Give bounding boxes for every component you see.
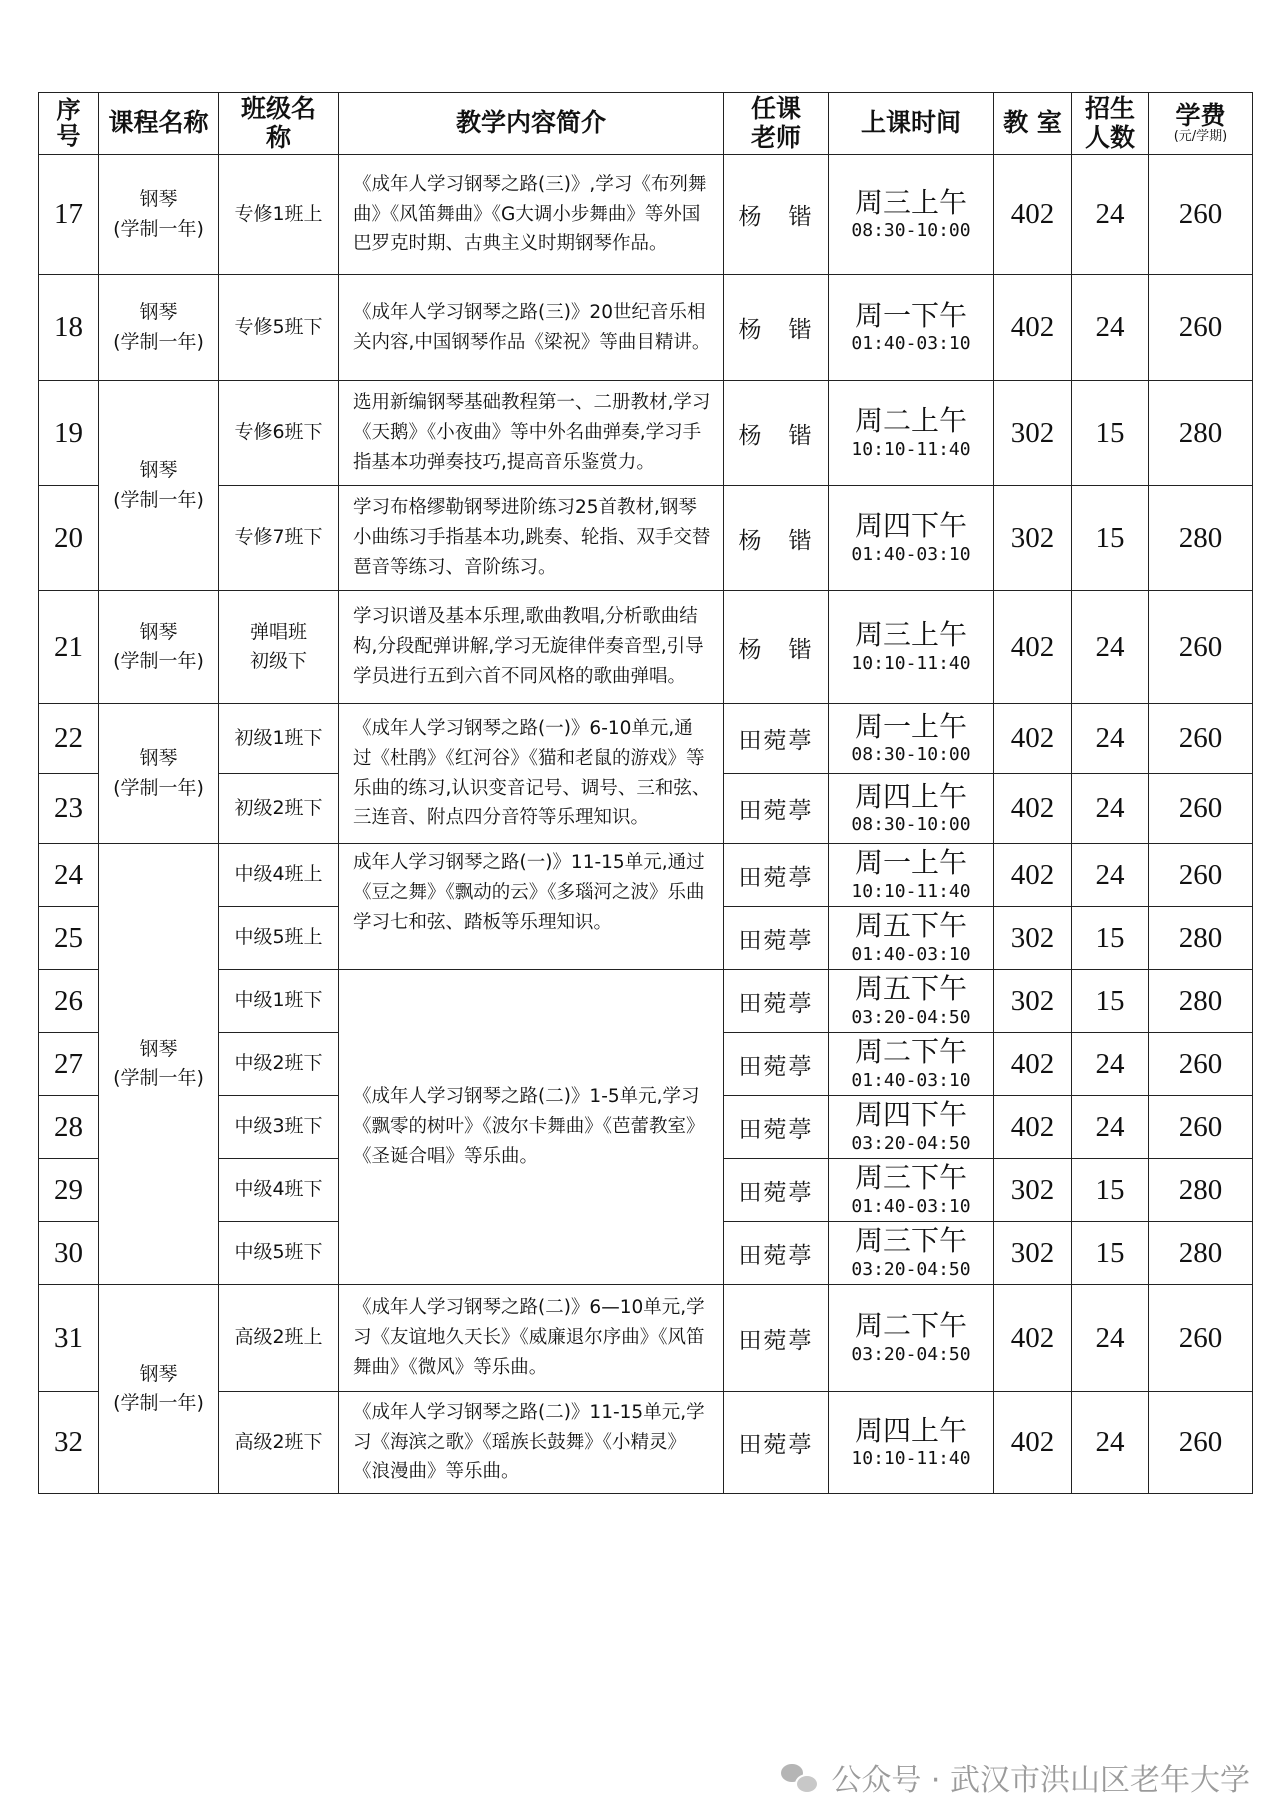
class-time: [829, 1285, 994, 1392]
row-number: 23: [39, 774, 99, 844]
header-no: 序号: [39, 93, 99, 155]
class-name: 中级4班下: [219, 1159, 339, 1222]
course-name: 钢琴 (学制一年): [99, 155, 219, 275]
enrollment-count: 24: [1072, 275, 1149, 381]
classroom: 402: [994, 774, 1072, 844]
row-number: 22: [39, 704, 99, 774]
class-name: 高级2班上: [219, 1285, 339, 1392]
row-number: 24: [39, 844, 99, 907]
classroom: 402: [994, 1392, 1072, 1494]
content-description: 《成年人学习钢琴之路(三)》20世纪音乐相关内容,中国钢琴作品《梁祝》等曲目精讲。: [339, 275, 724, 381]
teacher-name: 田菀葶: [724, 1096, 829, 1159]
row-number: 26: [39, 970, 99, 1033]
classroom: 402: [994, 1033, 1072, 1096]
class-hours: 03:20-04:50: [851, 1258, 971, 1280]
enrollment-count: 24: [1072, 1392, 1149, 1494]
class-day: 周三下午: [854, 1161, 967, 1195]
content-description: 《成年人学习钢琴之路(二)》6—10单元,学习《友谊地久天长》《威廉退尔序曲》《风笛舞曲》《微风》等乐曲。: [339, 1285, 724, 1392]
row-number: 27: [39, 1033, 99, 1096]
class-name: 中级2班下: [219, 1033, 339, 1096]
class-time: [829, 704, 994, 774]
course-name: 钢琴 (学制一年): [99, 704, 219, 844]
class-time: [829, 275, 994, 381]
teacher-name: 杨 锴: [724, 486, 829, 591]
classroom: 302: [994, 1159, 1072, 1222]
teacher-name: 田菀葶: [724, 844, 829, 907]
header-course: 课程名称: [99, 93, 219, 155]
tuition-fee: 260: [1149, 1033, 1253, 1096]
row-number: 21: [39, 591, 99, 704]
enrollment-count: 24: [1072, 1285, 1149, 1392]
row-number: 32: [39, 1392, 99, 1494]
tuition-fee: 280: [1149, 381, 1253, 486]
content-description: 成年人学习钢琴之路(一)》11-15单元,通过《豆之舞》《飘动的云》《多瑙河之波》乐曲学习七和弦、踏板等乐理知识。: [339, 844, 724, 970]
class-time: [829, 907, 994, 970]
class-time: [829, 591, 994, 704]
class-hours: 10:10-11:40: [851, 1448, 971, 1470]
enrollment-count: 24: [1072, 591, 1149, 704]
course-name: 钢琴 (学制一年): [99, 1285, 219, 1494]
header-fee-label: 学费: [1175, 100, 1226, 130]
teacher-name: 田菀葶: [724, 1222, 829, 1285]
classroom: 402: [994, 1096, 1072, 1159]
teacher-name: 田菀葶: [724, 1159, 829, 1222]
class-time: [829, 155, 994, 275]
course-name: 钢琴 (学制一年): [99, 591, 219, 704]
enrollment-count: 15: [1072, 1159, 1149, 1222]
class-day: 周四上午: [854, 1413, 967, 1447]
class-day: 周二上午: [854, 404, 967, 438]
tuition-fee: 260: [1149, 155, 1253, 275]
enrollment-count: 15: [1072, 486, 1149, 591]
class-hours: 03:20-04:50: [851, 1343, 971, 1365]
content-description: 《成年人学习钢琴之路(二)》1-5单元,学习《飘零的树叶》《波尔卡舞曲》《芭蕾教室》《圣诞合唱》等乐曲。: [339, 970, 724, 1285]
class-name: 高级2班下: [219, 1392, 339, 1494]
wechat-icon: [781, 1762, 817, 1792]
class-day: 周三上午: [854, 185, 967, 219]
tuition-fee: 280: [1149, 486, 1253, 591]
classroom: 402: [994, 704, 1072, 774]
class-name: 专修7班下: [219, 486, 339, 591]
enrollment-count: 24: [1072, 155, 1149, 275]
tuition-fee: 260: [1149, 275, 1253, 381]
class-hours: 10:10-11:40: [851, 880, 971, 902]
course-name: 钢琴 (学制一年): [99, 381, 219, 591]
teacher-name: 田菀葶: [724, 704, 829, 774]
class-hours: 01:40-03:10: [851, 1069, 971, 1091]
classroom: 302: [994, 970, 1072, 1033]
teacher-name: 田菀葶: [724, 1033, 829, 1096]
class-hours: 08:30-10:00: [851, 220, 971, 242]
teacher-name: 杨 锴: [724, 381, 829, 486]
classroom: 402: [994, 275, 1072, 381]
tuition-fee: 280: [1149, 907, 1253, 970]
class-name: 弹唱班 初级下: [219, 591, 339, 704]
class-hours: 01:40-03:10: [851, 943, 971, 965]
enrollment-count: 24: [1072, 844, 1149, 907]
enrollment-count: 24: [1072, 1096, 1149, 1159]
class-name: 专修1班上: [219, 155, 339, 275]
teacher-name: 田菀葶: [724, 970, 829, 1033]
class-time: [829, 486, 994, 591]
table-row: [39, 704, 1253, 774]
class-day: 周二下午: [854, 1309, 967, 1343]
row-number: 20: [39, 486, 99, 591]
classroom: 302: [994, 486, 1072, 591]
header-class-name: 班级名称: [219, 93, 339, 155]
table-row: [39, 1285, 1253, 1392]
classroom: 402: [994, 844, 1072, 907]
header-fee-unit: (元/学期): [1173, 129, 1228, 145]
enrollment-count: 24: [1072, 1033, 1149, 1096]
row-number: 30: [39, 1222, 99, 1285]
teacher-name: 杨 锴: [724, 591, 829, 704]
class-name: 初级1班下: [219, 704, 339, 774]
classroom: 402: [994, 591, 1072, 704]
row-number: 28: [39, 1096, 99, 1159]
enrollment-count: 15: [1072, 381, 1149, 486]
schedule-table: [38, 92, 1253, 1494]
class-hours: 10:10-11:40: [851, 438, 971, 460]
content-description: 《成年人学习钢琴之路(三)》,学习《布列舞曲》《风笛舞曲》《G大调小步舞曲》等外国巴罗克时期、古典主义时期钢琴作品。: [339, 155, 724, 275]
content-description: 学习识谱及基本乐理,歌曲教唱,分析歌曲结构,分段配弹讲解,学习无旋律伴奏音型,引导学员进行五到六首不同风格的歌曲弹唱。: [339, 591, 724, 704]
enrollment-count: 15: [1072, 1222, 1149, 1285]
class-time: [829, 1033, 994, 1096]
classroom: 402: [994, 1285, 1072, 1392]
row-number: 19: [39, 381, 99, 486]
class-time: [829, 1392, 994, 1494]
class-name: 中级4班上: [219, 844, 339, 907]
table-row: [39, 381, 1253, 486]
class-hours: 03:20-04:50: [851, 1132, 971, 1154]
classroom: 302: [994, 1222, 1072, 1285]
row-number: 18: [39, 275, 99, 381]
content-description: 《成年人学习钢琴之路(二)》11-15单元,学习《海滨之歌》《瑶族长鼓舞》《小精灵》《浪漫曲》等乐曲。: [339, 1392, 724, 1494]
class-time: [829, 774, 994, 844]
table-row: [39, 275, 1253, 381]
tuition-fee: 260: [1149, 1285, 1253, 1392]
header-teacher: 任课老师: [724, 93, 829, 155]
header-time: 上课时间: [829, 93, 994, 155]
class-time: [829, 1096, 994, 1159]
class-time: [829, 844, 994, 907]
class-name: 中级5班下: [219, 1222, 339, 1285]
table-row: [39, 844, 1253, 907]
class-day: 周五下午: [854, 909, 967, 943]
row-number: 31: [39, 1285, 99, 1392]
class-name: 初级2班下: [219, 774, 339, 844]
class-day: 周二下午: [854, 1035, 967, 1069]
content-description: 选用新编钢琴基础教程第一、二册教材,学习《天鹅》《小夜曲》等中外名曲弹奏,学习手指基本功弹奏技巧,提高音乐鉴赏力。: [339, 381, 724, 486]
tuition-fee: 260: [1149, 1096, 1253, 1159]
class-hours: 01:40-03:10: [851, 1195, 971, 1217]
class-hours: 03:20-04:50: [851, 1006, 971, 1028]
table-row: [39, 970, 1253, 1033]
header-enroll: 招生人数: [1072, 93, 1149, 155]
watermark-text: 公众号 · 武汉市洪山区老年大学: [831, 1763, 1250, 1798]
class-day: 周三上午: [854, 618, 967, 652]
teacher-name: 田菀葶: [724, 774, 829, 844]
tuition-fee: 280: [1149, 1222, 1253, 1285]
watermark: [781, 1755, 1250, 1799]
class-name: 专修5班下: [219, 275, 339, 381]
row-number: 17: [39, 155, 99, 275]
content-description: 《成年人学习钢琴之路(一)》6-10单元,通过《杜鹃》《红河谷》《猫和老鼠的游戏》等乐曲的练习,认识变音记号、调号、三和弦、三连音、附点四分音符等乐理知识。: [339, 704, 724, 844]
teacher-name: 田菀葶: [724, 1392, 829, 1494]
course-name: 钢琴 (学制一年): [99, 844, 219, 1285]
tuition-fee: 260: [1149, 1392, 1253, 1494]
teacher-name: 杨 锴: [724, 275, 829, 381]
class-time: [829, 1222, 994, 1285]
class-name: 专修6班下: [219, 381, 339, 486]
table-row: [39, 155, 1253, 275]
header-fee: [1149, 93, 1253, 155]
class-hours: 01:40-03:10: [851, 333, 971, 355]
class-day: 周四下午: [854, 509, 967, 543]
class-day: 周三下午: [854, 1224, 967, 1258]
class-hours: 10:10-11:40: [851, 652, 971, 674]
teacher-name: 杨 锴: [724, 155, 829, 275]
tuition-fee: 260: [1149, 704, 1253, 774]
class-time: [829, 1159, 994, 1222]
class-time: [829, 970, 994, 1033]
content-description: 学习布格缪勒钢琴进阶练习25首教材,钢琴小曲练习手指基本功,跳奏、轮指、双手交替琶音等练习、音阶练习。: [339, 486, 724, 591]
class-hours: 08:30-10:00: [851, 814, 971, 836]
table-row: [39, 486, 1253, 591]
class-day: 周一上午: [854, 846, 967, 880]
header-row: [39, 93, 1253, 155]
teacher-name: 田菀葶: [724, 907, 829, 970]
class-time: [829, 381, 994, 486]
class-day: 周四下午: [854, 1098, 967, 1132]
class-day: 周一上午: [854, 709, 967, 743]
tuition-fee: 260: [1149, 591, 1253, 704]
enrollment-count: 15: [1072, 907, 1149, 970]
classroom: 402: [994, 155, 1072, 275]
classroom: 302: [994, 381, 1072, 486]
class-hours: 08:30-10:00: [851, 744, 971, 766]
class-name: 中级1班下: [219, 970, 339, 1033]
class-hours: 01:40-03:10: [851, 543, 971, 565]
enrollment-count: 24: [1072, 774, 1149, 844]
tuition-fee: 280: [1149, 970, 1253, 1033]
row-number: 29: [39, 1159, 99, 1222]
tuition-fee: 280: [1149, 1159, 1253, 1222]
class-name: 中级5班上: [219, 907, 339, 970]
course-name: 钢琴 (学制一年): [99, 275, 219, 381]
header-room: 教 室: [994, 93, 1072, 155]
teacher-name: 田菀葶: [724, 1285, 829, 1392]
table-row: [39, 591, 1253, 704]
classroom: 302: [994, 907, 1072, 970]
enrollment-count: 15: [1072, 970, 1149, 1033]
class-day: 周四上午: [854, 779, 967, 813]
tuition-fee: 260: [1149, 774, 1253, 844]
enrollment-count: 24: [1072, 704, 1149, 774]
header-content: 教学内容简介: [339, 93, 724, 155]
table-row: [39, 1392, 1253, 1494]
row-number: 25: [39, 907, 99, 970]
class-day: 周五下午: [854, 972, 967, 1006]
tuition-fee: 260: [1149, 844, 1253, 907]
class-name: 中级3班下: [219, 1096, 339, 1159]
class-day: 周一下午: [854, 298, 967, 332]
